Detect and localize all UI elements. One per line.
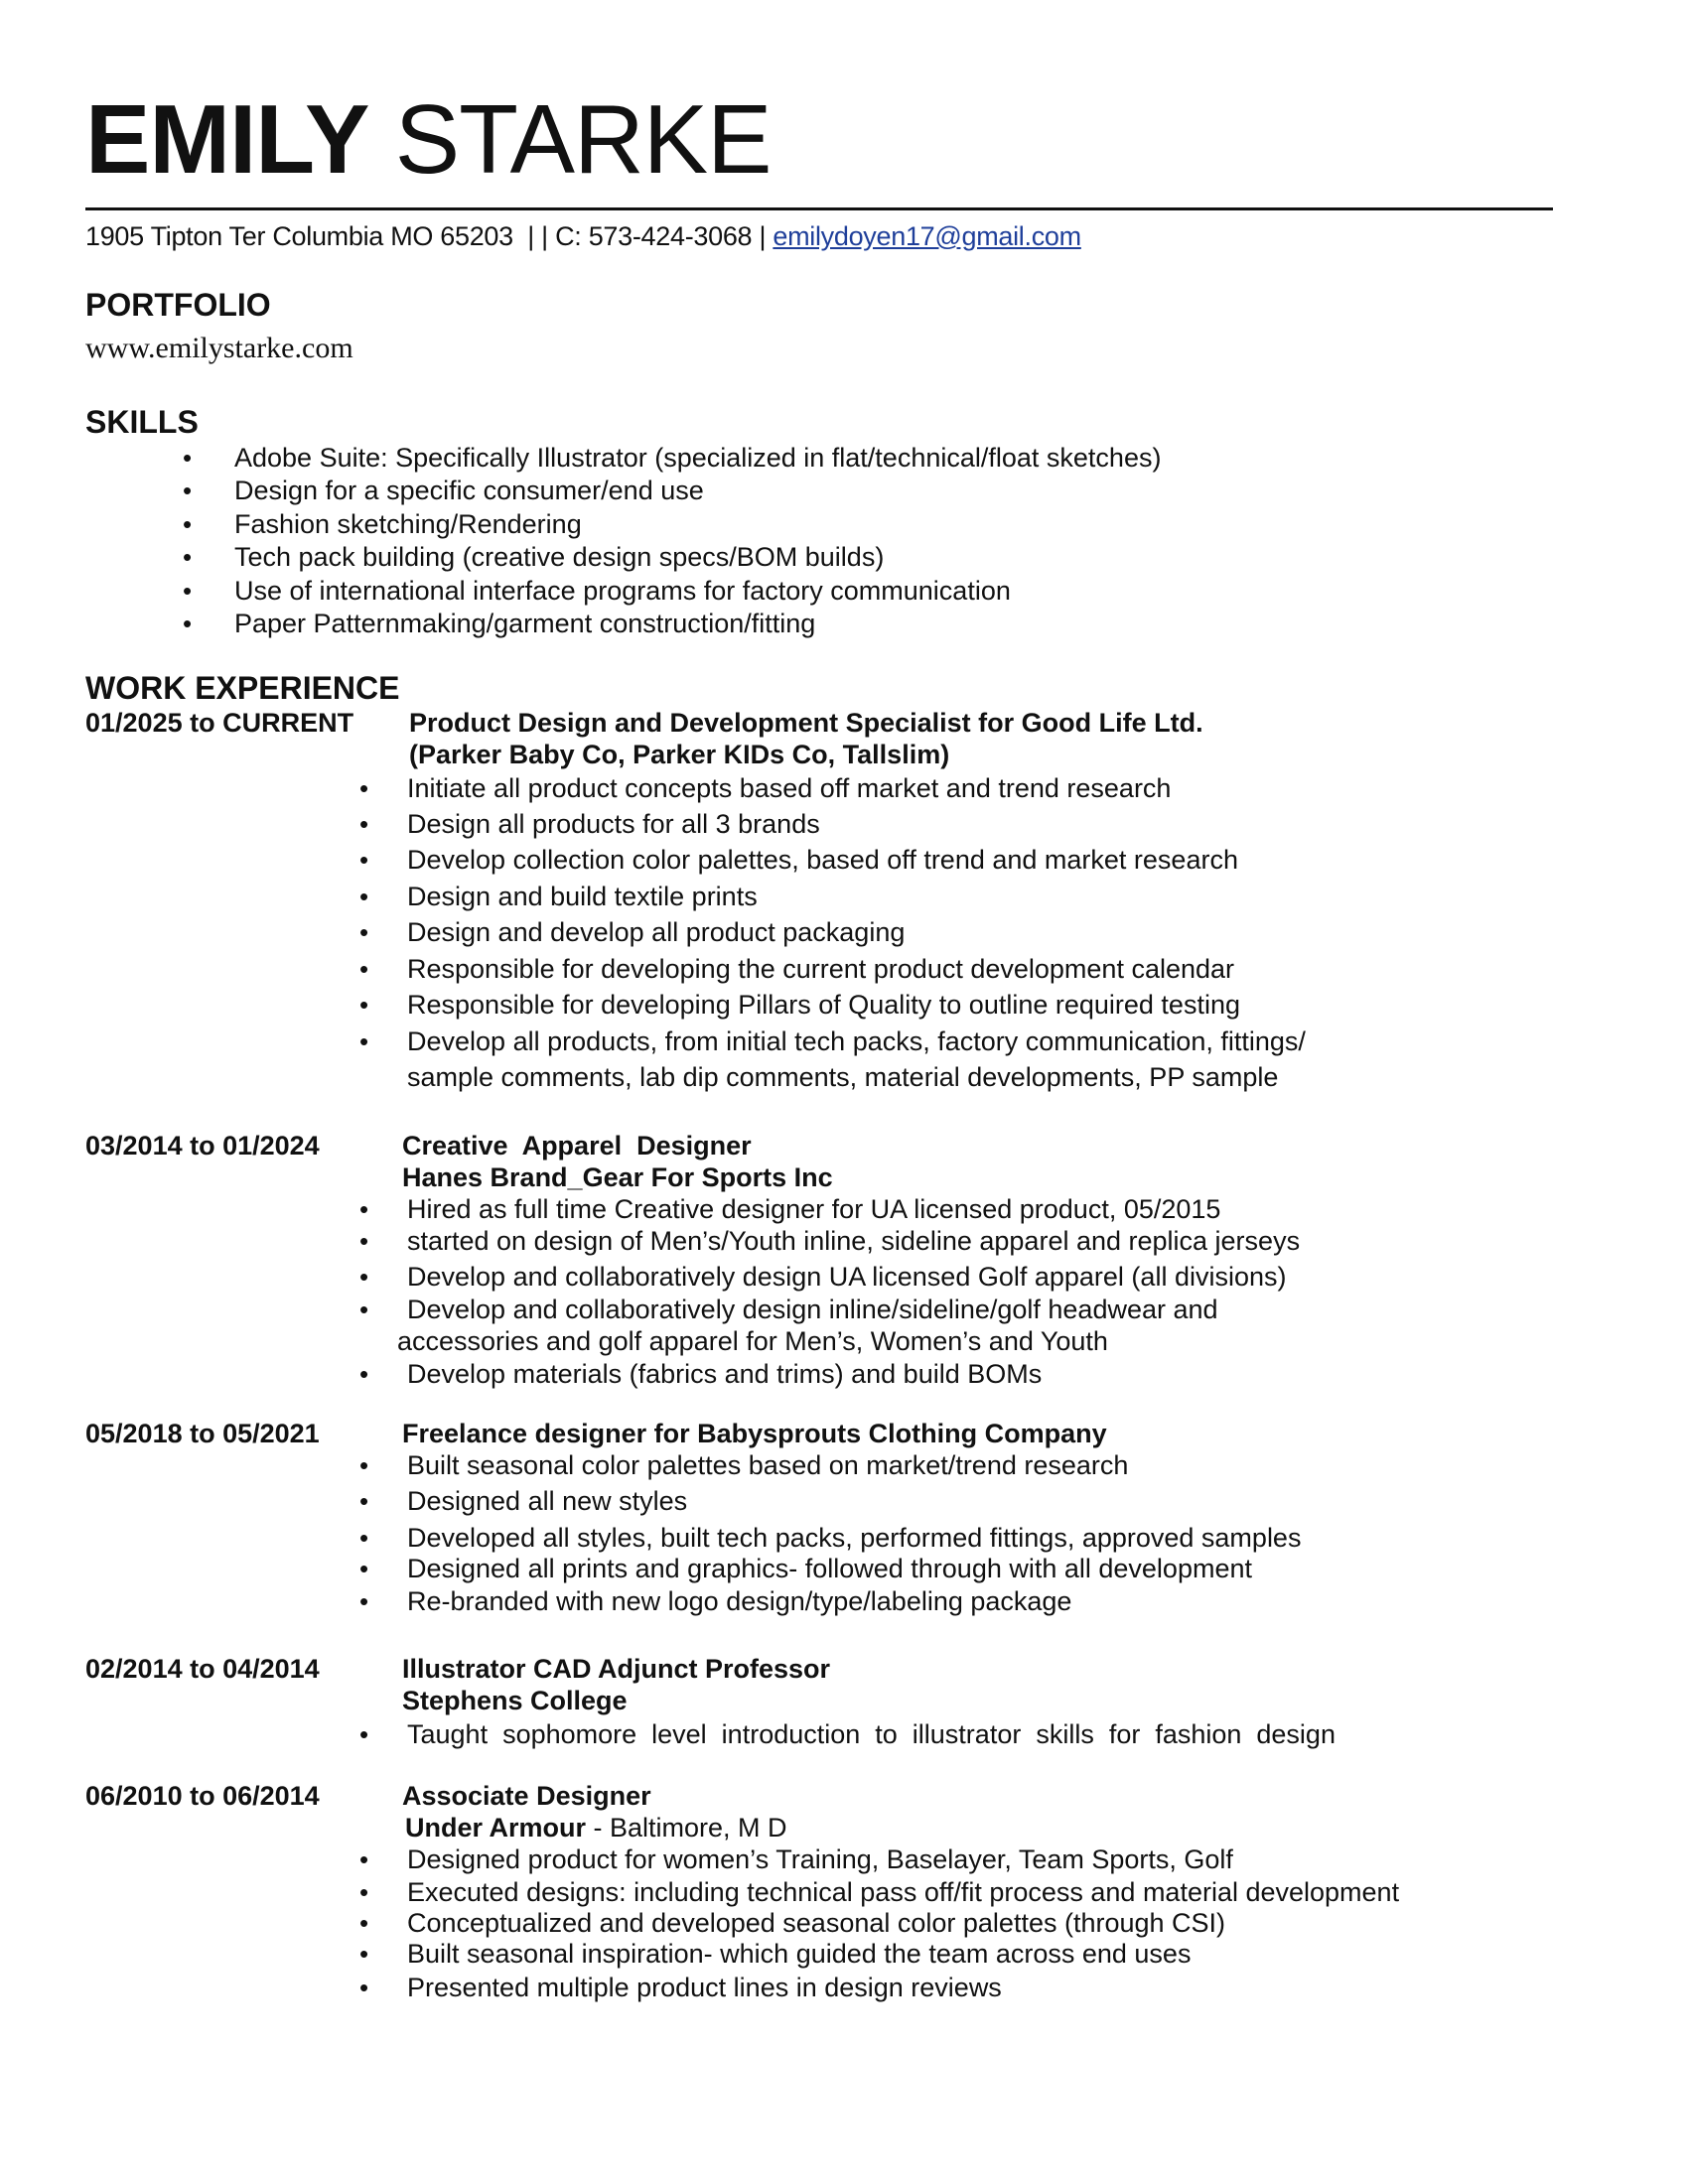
bullet-icon: •: [359, 1194, 369, 1224]
bullet-icon: •: [359, 1295, 369, 1324]
skills-heading: SKILLS: [85, 404, 199, 440]
list-item: • Use of international interface programs for factory communication: [183, 575, 1011, 606]
job-company: Hanes Brand_Gear For Sports Inc: [402, 1162, 833, 1192]
bullet-icon: •: [359, 1554, 369, 1583]
bullet-icon: •: [359, 1719, 369, 1749]
list-item: • Designed product for women’s Training, Baselayer, Team Sports, Golf: [359, 1844, 1233, 1874]
bullet-icon: •: [359, 953, 369, 984]
bullet-icon: •: [359, 1973, 369, 2002]
bullet-icon: •: [183, 575, 193, 606]
bullet-icon: •: [359, 1226, 369, 1256]
list-item: • Develop collection color palettes, based off trend and market research: [359, 845, 1238, 875]
job-dates: 01/2025 to CURRENT: [85, 708, 354, 738]
job-company: (Parker Baby Co, Parker KIDs Co, Tallslim): [409, 740, 950, 769]
list-item: • started on design of Men’s/Youth inline, sideline apparel and replica jerseys: [359, 1226, 1301, 1256]
list-item: • Develop and collaboratively design inline/sideline/golf headwear and accessories and golf apparel for Men’s, Women’s and Youth: [359, 1294, 1300, 1358]
bullet-icon: •: [359, 990, 369, 1020]
bullet-icon: •: [183, 542, 193, 573]
list-item: • Tech pack building (creative design specs/BOM builds): [183, 542, 885, 573]
list-item: • Adobe Suite: Specifically Illustrator (specialized in flat/technical/float sketches): [183, 443, 1162, 473]
list-item: • Responsible for developing Pillars of Quality to outline required testing: [359, 990, 1240, 1020]
list-item: • Develop and collaboratively design UA licensed Golf apparel (all divisions): [359, 1262, 1287, 1292]
bullet-icon: •: [359, 917, 369, 947]
company-location: - Baltimore, M D: [586, 1813, 787, 1843]
work-experience-heading: WORK EXPERIENCE: [85, 670, 400, 706]
list-item: • Built seasonal color palettes based on market/trend research: [359, 1450, 1129, 1480]
bullet-icon: •: [359, 881, 369, 911]
job-title: Freelance designer for Babysprouts Clothing Company: [402, 1419, 1107, 1448]
list-item: • Taught sophomore level introduction to illustrator skills for fashion design: [359, 1719, 1336, 1749]
header-divider: [85, 207, 1553, 210]
job-dates: 06/2010 to 06/2014: [85, 1781, 320, 1811]
bullet-icon: •: [359, 1450, 369, 1480]
candidate-name: [85, 85, 772, 193]
list-item: • Conceptualized and developed seasonal color palettes (through CSI): [359, 1908, 1226, 1938]
bullet-icon: •: [183, 443, 193, 473]
bullet-icon: •: [359, 809, 369, 839]
list-item: • Designed all new styles: [359, 1486, 688, 1516]
company-name: Under Armour: [405, 1813, 587, 1843]
list-item: • Design for a specific consumer/end use: [183, 476, 704, 506]
list-item: • Hired as full time Creative designer for UA licensed product, 05/2015: [359, 1194, 1221, 1224]
job-title: Product Design and Development Specialist for Good Life Ltd.: [409, 708, 1203, 738]
bullet-icon: •: [359, 1908, 369, 1938]
bullet-icon: •: [359, 773, 369, 803]
bullet-icon: •: [359, 1586, 369, 1616]
bullet-icon: •: [359, 1262, 369, 1292]
job-title: Illustrator CAD Adjunct Professor: [402, 1654, 831, 1684]
list-item: • Design and develop all product packaging: [359, 917, 906, 947]
last-name: STARKE: [394, 84, 772, 194]
job-company: [405, 1812, 787, 1843]
portfolio-url[interactable]: www.emilystarke.com: [85, 332, 353, 364]
bullet-icon: •: [359, 1939, 369, 1969]
bullet-icon: •: [359, 1025, 369, 1056]
list-item: • Design all products for all 3 brands: [359, 809, 820, 839]
bullet-icon: •: [183, 608, 193, 638]
contact-line: [85, 219, 1081, 253]
bullet-continuation: sample comments, lab dip comments, material developments, PP sample: [407, 1061, 1279, 1092]
bullet-icon: •: [359, 1359, 369, 1389]
job-dates: 05/2018 to 05/2021: [85, 1419, 320, 1448]
list-item: • Design and build textile prints: [359, 881, 758, 911]
email-link[interactable]: emilydoyen17@gmail.com: [773, 221, 1081, 251]
list-item: • Designed all prints and graphics- followed through with all development: [359, 1554, 1252, 1583]
bullet-icon: •: [359, 845, 369, 875]
bullet-continuation: accessories and golf apparel for Men’s, Women’s and Youth: [397, 1326, 1108, 1356]
list-item: • Responsible for developing the current product development calendar: [359, 953, 1235, 984]
skills-list: [183, 442, 1161, 640]
list-item: • Develop materials (fabrics and trims) and build BOMs: [359, 1359, 1043, 1389]
job-dates: 03/2014 to 01/2024: [85, 1131, 320, 1160]
list-item: • Presented multiple product lines in design reviews: [359, 1973, 1002, 2002]
job-title: Associate Designer: [402, 1781, 651, 1811]
list-item: • Paper Patternmaking/garment construction/fitting: [183, 608, 816, 638]
bullet-icon: •: [359, 1486, 369, 1516]
bullet-icon: •: [359, 1844, 369, 1874]
job-bullets: [359, 1193, 1300, 1390]
job-bullets: [359, 1843, 1399, 2003]
list-item: • Developed all styles, built tech packs, performed fittings, approved samples: [359, 1523, 1302, 1553]
job-bullets: [359, 1718, 1336, 1750]
list-item: • Develop all products, from initial tech packs, factory communication, fittings/ sample comments, lab dip comments, material developments, PP sample: [359, 1025, 1306, 1092]
job-title: Creative Apparel Designer: [402, 1131, 752, 1160]
bullet-icon: •: [359, 1877, 369, 1907]
bullet-icon: •: [183, 476, 193, 506]
job-bullets: [359, 1449, 1301, 1617]
bullet-icon: •: [359, 1523, 369, 1553]
job-dates: 02/2014 to 04/2014: [85, 1654, 320, 1684]
bullet-icon: •: [183, 508, 193, 539]
first-name: EMILY: [85, 84, 369, 194]
list-item: • Executed designs: including technical pass off/fit process and material development: [359, 1877, 1400, 1907]
list-item: • Built seasonal inspiration- which guided the team across end uses: [359, 1939, 1192, 1969]
contact-address-phone: 1905 Tipton Ter Columbia MO 65203 | | C: 573-424-3068 |: [85, 221, 774, 251]
list-item: • Re-branded with new logo design/type/labeling package: [359, 1586, 1072, 1616]
list-item: • Fashion sketching/Rendering: [183, 508, 582, 539]
list-item: • Initiate all product concepts based off market and trend research: [359, 773, 1172, 803]
job-company: Stephens College: [402, 1686, 628, 1715]
portfolio-heading: PORTFOLIO: [85, 287, 271, 323]
job-bullets: [359, 772, 1306, 1093]
